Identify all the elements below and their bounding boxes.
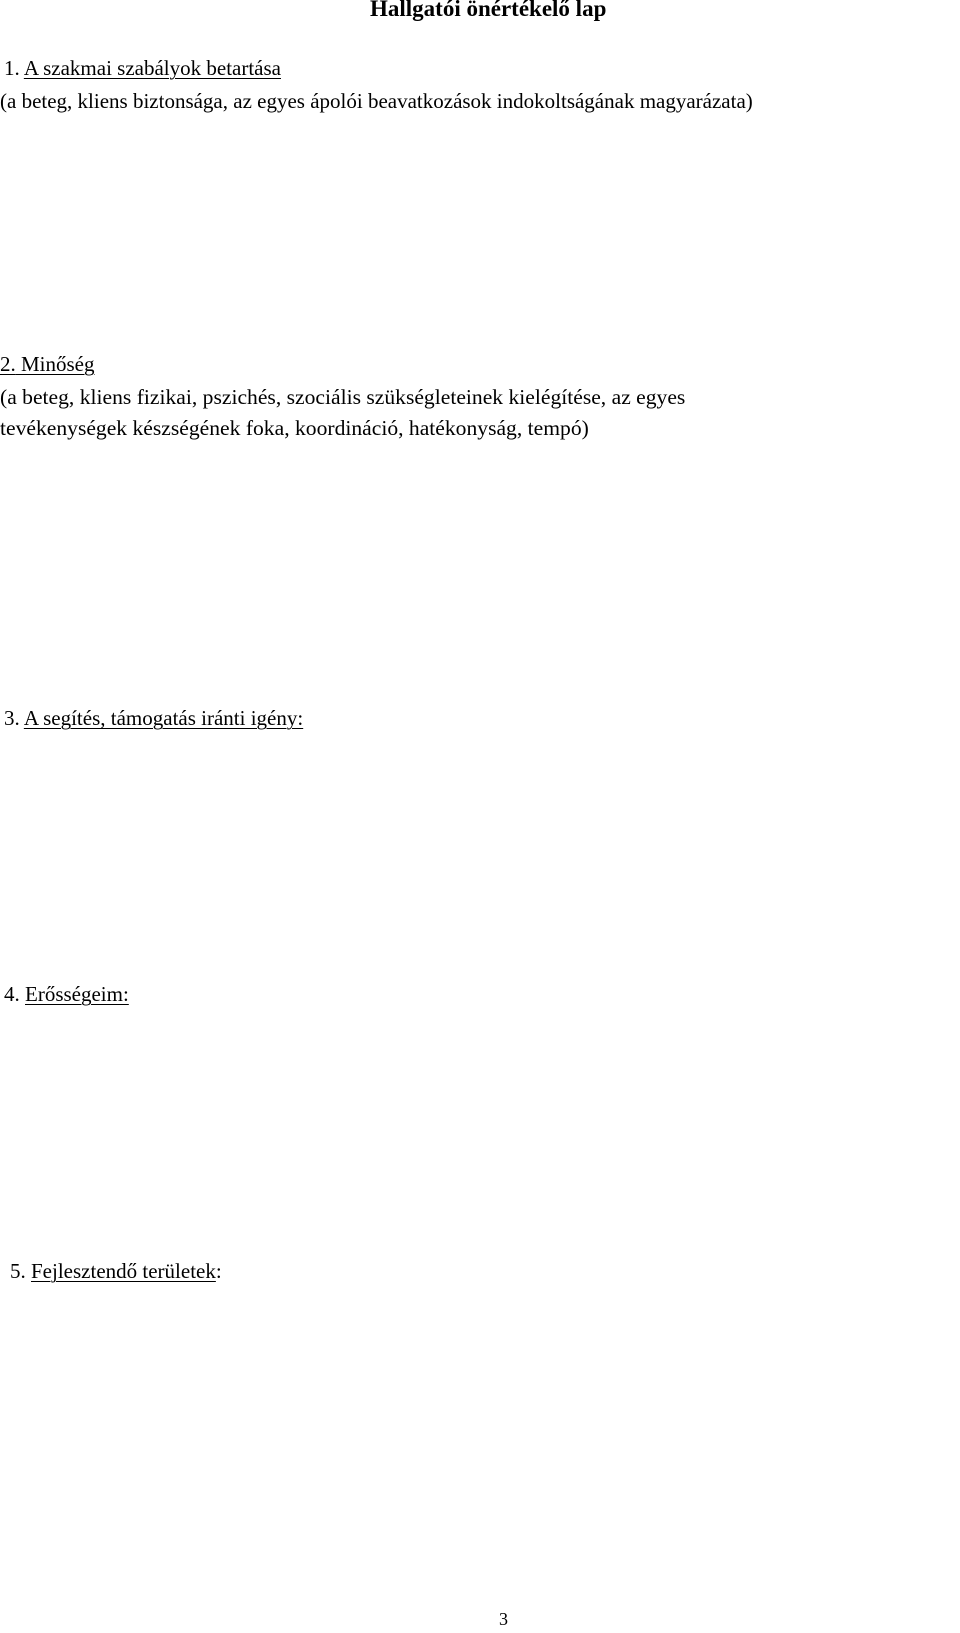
section-5-colon: : xyxy=(215,1259,222,1283)
section-1-description: (a beteg, kliens biztonsága, az egyes ápolói beavatkozások indokoltságának magyarázata) xyxy=(0,89,753,113)
section-3-number: 3. xyxy=(4,706,20,730)
section-5-heading xyxy=(10,1259,222,1284)
section-3-heading xyxy=(4,706,303,731)
document-title: Hallgatói önértékelő lap xyxy=(370,0,607,21)
section-5-number: 5. xyxy=(10,1259,26,1283)
page-number: 3 xyxy=(499,1609,508,1629)
section-5-title: Fejlesztendő területek xyxy=(31,1259,216,1283)
section-2-title: Minőség xyxy=(21,352,95,376)
section-1-number: 1. xyxy=(4,56,20,80)
section-2-heading xyxy=(0,352,95,377)
section-4-title: Erősségeim: xyxy=(25,982,129,1006)
section-4-number: 4. xyxy=(4,982,20,1006)
section-2-number: 2. xyxy=(0,352,16,376)
section-1-title: A szakmai szabályok betartása xyxy=(23,56,281,80)
section-3-title: A segítés, támogatás iránti igény: xyxy=(23,706,304,730)
section-4-heading xyxy=(4,982,129,1007)
section-1-heading xyxy=(4,56,281,81)
section-2-description-line-1: (a beteg, kliens fizikai, pszichés, szociális szükségleteinek kielégítése, az egyes xyxy=(0,385,686,409)
section-2-description-line-2: tevékenységek készségének foka, koordináció, hatékonyság, tempó) xyxy=(0,416,589,440)
